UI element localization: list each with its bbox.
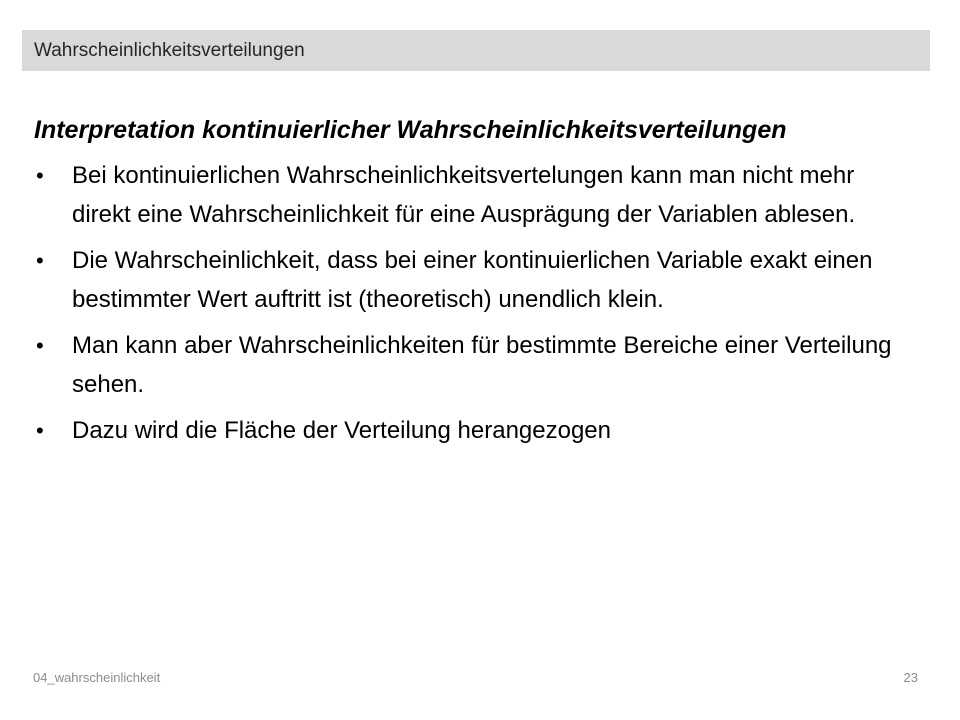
bullet-icon: •	[36, 163, 44, 188]
bullet-icon: •	[36, 418, 44, 443]
bullet-icon: •	[36, 248, 44, 273]
page-number: 23	[903, 670, 918, 685]
bullet-item	[34, 241, 914, 319]
title-bar	[22, 30, 930, 71]
slide-title: Wahrscheinlichkeitsverteilungen	[34, 40, 305, 61]
bullet-item	[34, 156, 914, 234]
bullet-list	[34, 156, 914, 450]
bullet-text: Dazu wird die Fläche der Verteilung herangezogen	[72, 417, 612, 444]
bullet-text: Bei kontinuierlichen Wahrscheinlichkeitsvertelungen kann man nicht mehr direkt eine Wahrscheinlichkeit für eine Ausprägung der Variablen ablesen.	[72, 162, 856, 228]
bullet-item	[34, 411, 914, 450]
section-heading: Interpretation kontinuierlicher Wahrscheinlichkeitsverteilungen	[34, 116, 787, 144]
bullet-text: Die Wahrscheinlichkeit, dass bei einer kontinuierlichen Variable exakt einen bestimmter Wert auftritt ist (theoretisch) unendlich klein.	[72, 247, 873, 313]
slide-content	[34, 112, 914, 457]
bullet-text: Man kann aber Wahrscheinlichkeiten für bestimmte Bereiche einer Verteilung sehen.	[72, 332, 892, 398]
bullet-item	[34, 326, 914, 404]
footer-filename: 04_wahrscheinlichkeit	[33, 670, 161, 685]
bullet-icon: •	[36, 333, 44, 358]
